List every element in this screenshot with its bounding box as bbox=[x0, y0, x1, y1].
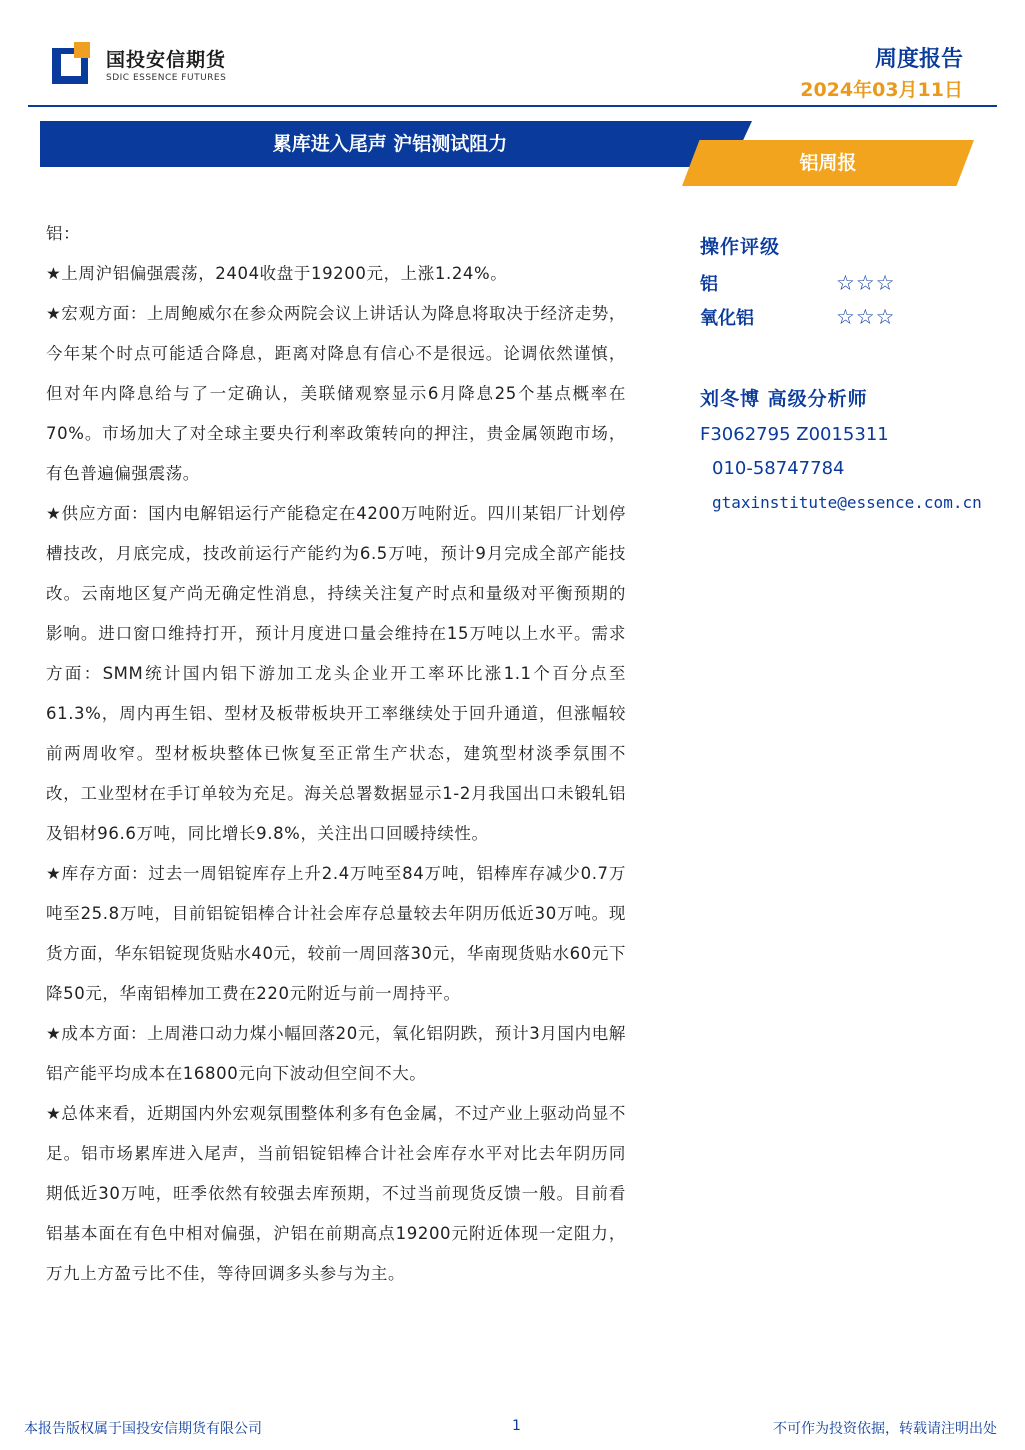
paragraph-supply-demand: ★供应方面：国内电解铝运行产能稳定在4200万吨附近。四川某铝厂计划停槽技改，月底完成，技改前运行产能约为6.5万吨，预计9月完成全部产能技改。云南地区复产尚无确定性消息，持续关注复产时点和量级对平衡预期的影响。进口窗口维持打开，预计月度进口量会维持在15万吨以上水平。需求方面：SMM统计国内铝下游加工龙头企业开工率环比涨1.1个百分点至61.3%，周内再生铝、型材及板带板块开工率继续处于回升通道，但涨幅较前两周收窄。型材板块整体已恢复至正常生产状态，建筑型材淡季氛围不改，工业型材在手订单较为充足。海关总署数据显示1-2月我国出口未锻轧铝及铝材96.6万吨，同比增长9.8%，关注出口回暖持续性。 bbox=[46, 504, 626, 843]
section-label: 铝： bbox=[46, 224, 81, 243]
rating-stars-icon: ☆☆☆ bbox=[836, 271, 896, 295]
page-number: 1 bbox=[512, 1418, 521, 1434]
report-date: 2024年03月11日 bbox=[800, 79, 963, 101]
company-logo bbox=[52, 42, 226, 86]
report-body bbox=[46, 214, 626, 1294]
rating-row bbox=[700, 300, 1020, 334]
analyst-email[interactable]: gtaxinstitute@essence.com.cn bbox=[712, 493, 982, 512]
rating-title: 操作评级 bbox=[700, 236, 781, 258]
logo-mark-icon bbox=[52, 42, 96, 86]
rating-item-name: 铝 bbox=[700, 274, 718, 295]
analyst-phone: 010-58747784 bbox=[712, 458, 845, 479]
footer-disclaimer: 不可作为投资依据，转载请注明出处 bbox=[773, 1421, 997, 1437]
logo-english-name: SDIC ESSENCE FUTURES bbox=[106, 73, 227, 83]
paragraph-weekly-price: ★上周沪铝偏强震荡，2404收盘于19200元，上涨1.24%。 bbox=[46, 264, 508, 283]
paragraph-cost: ★成本方面：上周港口动力煤小幅回落20元，氧化铝阴跌，预计3月国内电解铝产能平均成本在16800元向下波动但空间不大。 bbox=[46, 1024, 626, 1083]
analyst-license-ids: F3062795 Z0015311 bbox=[700, 424, 889, 445]
rating-stars-icon: ☆☆☆ bbox=[836, 305, 896, 329]
report-type: 周度报告 bbox=[874, 47, 963, 72]
rating-row bbox=[700, 266, 1020, 300]
header-divider bbox=[28, 105, 997, 107]
report-tag: 铝周报 bbox=[799, 152, 857, 174]
analyst-name: 刘冬博 高级分析师 bbox=[700, 388, 868, 410]
logo-chinese-name: 国投安信期货 bbox=[106, 49, 227, 71]
sidebar bbox=[700, 232, 1020, 520]
footer-copyright: 本报告版权属于国投安信期货有限公司 bbox=[24, 1421, 262, 1437]
paragraph-summary: ★总体来看，近期国内外宏观氛围整体利多有色金属，不过产业上驱动尚显不足。铝市场累库进入尾声，当前铝锭铝棒合计社会库存水平对比去年阴历同期低近30万吨，旺季依然有较强去库预期，不过当前现货反馈一般。目前看铝基本面在有色中相对偏强，沪铝在前期高点19200元附近体现一定阻力，万九上方盈亏比不佳，等待回调多头参与为主。 bbox=[46, 1104, 626, 1283]
report-title: 累库进入尾声 沪铝测试阻力 bbox=[272, 133, 508, 155]
paragraph-inventory: ★库存方面：过去一周铝锭库存上升2.4万吨至84万吨，铝棒库存减少0.7万吨至25.8万吨，目前铝锭铝棒合计社会库存总量较去年阴历低近30万吨。现货方面，华东铝锭现货贴水40元，较前一周回落30元，华南现货贴水60元下降50元，华南铝棒加工费在220元附近与前一周持平。 bbox=[46, 864, 626, 1003]
paragraph-macro: ★宏观方面：上周鲍威尔在参众两院会议上讲话认为降息将取决于经济走势，今年某个时点可能适合降息，距离对降息有信心不是很远。论调依然谨慎，但对年内降息给与了一定确认，美联储观察显示6月降息25个基点概率在70%。市场加大了对全球主要央行利率政策转向的押注，贵金属领跑市场，有色普遍偏强震荡。 bbox=[46, 304, 626, 483]
rating-item-name: 氧化铝 bbox=[700, 308, 754, 329]
